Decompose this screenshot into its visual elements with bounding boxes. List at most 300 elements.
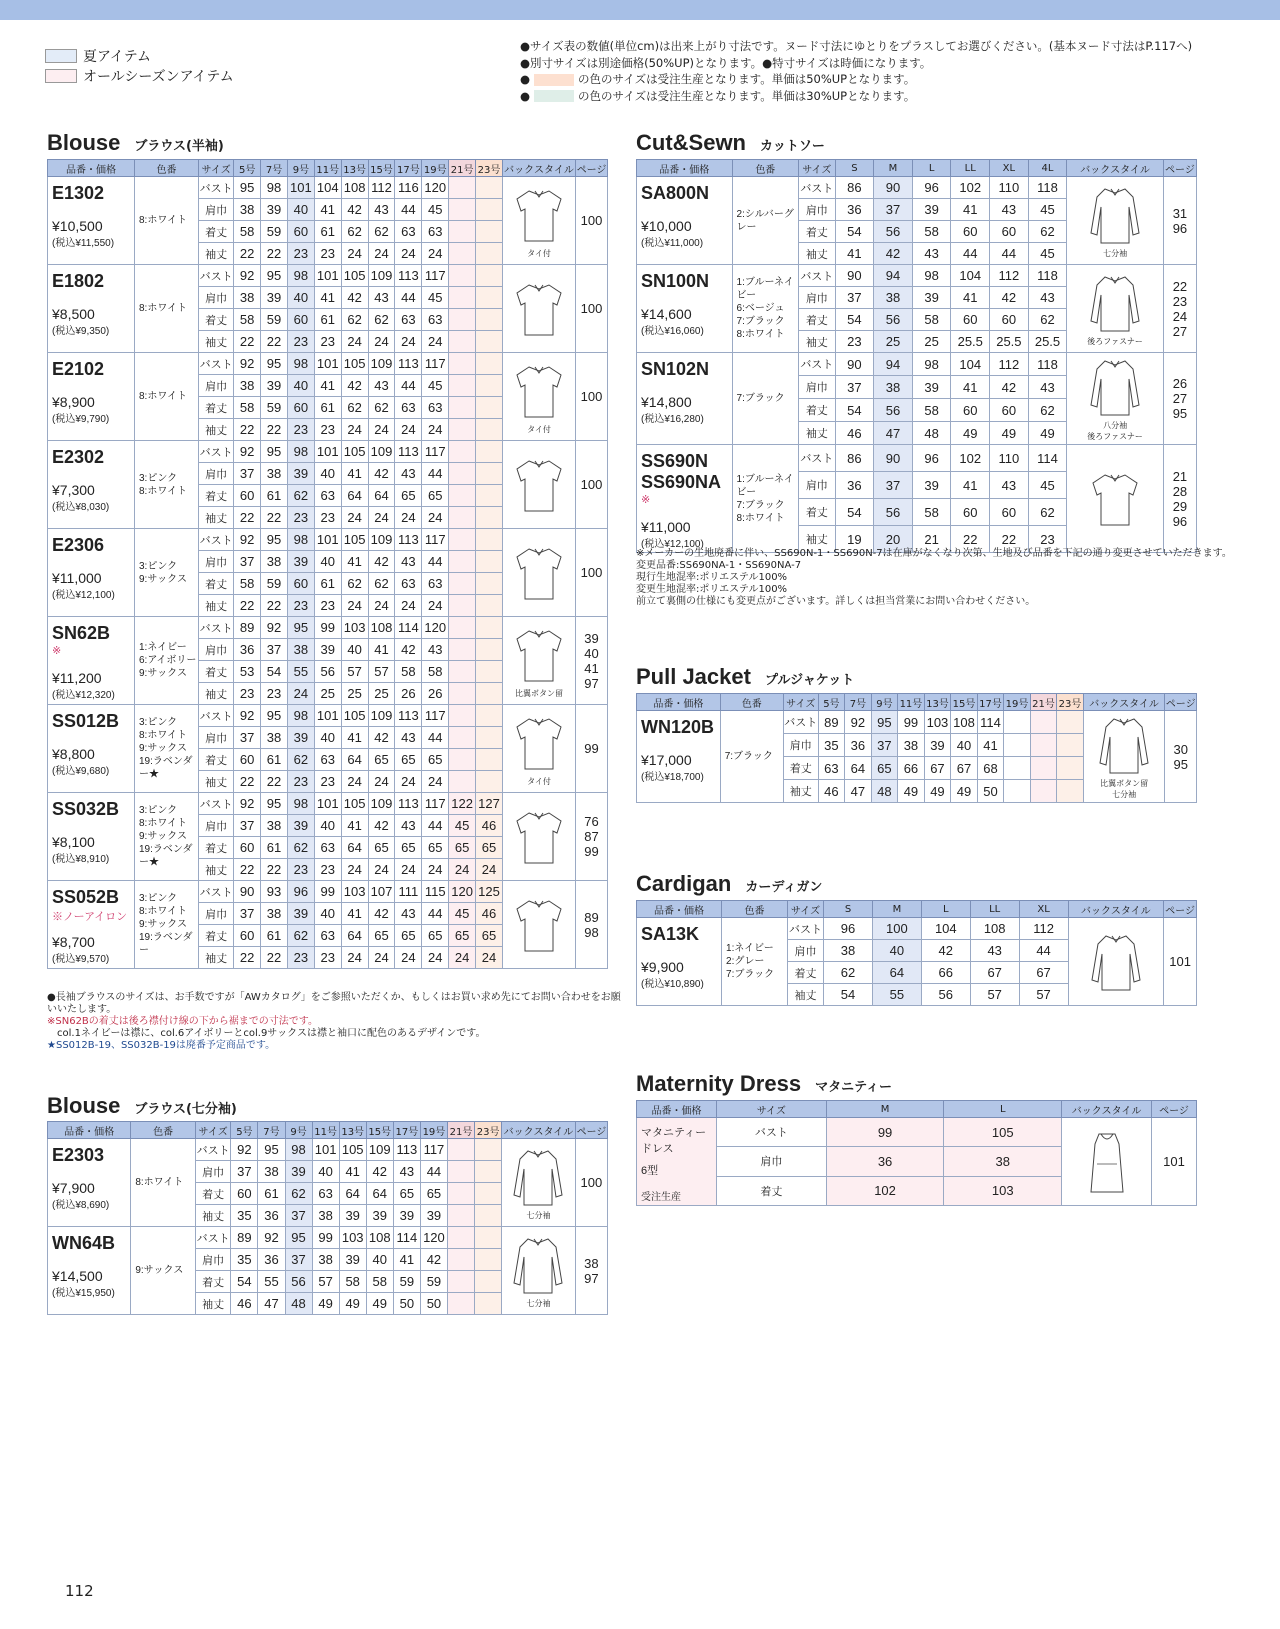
- row-label: バスト: [787, 918, 823, 940]
- size-value: 110: [990, 177, 1029, 199]
- size-value: 22: [951, 526, 990, 553]
- row-label: 着丈: [199, 661, 234, 683]
- item-code-cell: WN120B ¥17,000 (税込¥18,700): [637, 711, 721, 803]
- size-value: 22: [261, 771, 288, 793]
- table-row: [48, 793, 608, 815]
- header-page: ページ: [1165, 694, 1197, 711]
- size-value: 45: [1028, 243, 1067, 265]
- row-label: 袖丈: [799, 331, 835, 353]
- size-value: 94: [874, 265, 913, 287]
- size-value: 25.5: [1028, 331, 1067, 353]
- item-code-cell: SS052B ※ノーアイロン ¥8,700 (税込¥9,570): [48, 881, 135, 969]
- header-size-col: 11号: [312, 1122, 339, 1139]
- size-value: 41: [314, 375, 341, 397]
- size-value: [475, 1227, 502, 1249]
- header-code: 品番・価格: [637, 694, 721, 711]
- size-value: 117: [420, 1139, 447, 1161]
- row-label: バスト: [199, 529, 234, 551]
- size-value: [476, 375, 503, 397]
- size-value: 101: [314, 353, 341, 375]
- size-value: [476, 683, 503, 705]
- page-ref: 100: [575, 1139, 607, 1227]
- size-value: 24: [341, 595, 368, 617]
- size-value: 92: [234, 353, 261, 375]
- size-value: 95: [261, 529, 288, 551]
- size-value: 96: [912, 445, 951, 472]
- size-value: 54: [835, 399, 874, 422]
- size-value: 43: [990, 472, 1029, 499]
- size-value: [449, 331, 476, 353]
- size-value: 99: [826, 1118, 944, 1147]
- size-value: 24: [395, 243, 422, 265]
- size-value: 49: [898, 780, 925, 803]
- row-label: 肩巾: [799, 287, 835, 309]
- size-value: 120: [422, 617, 449, 639]
- size-value: 89: [234, 617, 261, 639]
- size-value: 42: [366, 1161, 393, 1183]
- size-value: [476, 331, 503, 353]
- size-value: 95: [258, 1139, 285, 1161]
- size-value: 24: [395, 947, 422, 969]
- size-value: 22: [261, 331, 288, 353]
- size-value: 105: [339, 1139, 366, 1161]
- size-value: 41: [835, 243, 874, 265]
- size-value: 41: [393, 1249, 420, 1271]
- size-value: 92: [234, 265, 261, 287]
- size-value: 114: [977, 711, 1004, 734]
- row-label: バスト: [199, 617, 234, 639]
- size-value: [476, 529, 503, 551]
- header-size-col: 13号: [341, 160, 368, 177]
- size-value: [476, 243, 503, 265]
- row-label: 着丈: [199, 749, 234, 771]
- size-value: 22: [234, 243, 261, 265]
- header-size-col: 15号: [366, 1122, 393, 1139]
- row-label: 肩巾: [799, 199, 835, 221]
- size-value: 62: [368, 397, 395, 419]
- size-value: 64: [339, 1183, 366, 1205]
- size-value: 63: [818, 757, 845, 780]
- size-value: 120: [420, 1227, 447, 1249]
- row-label: バスト: [199, 793, 234, 815]
- size-value: 90: [835, 353, 874, 376]
- header-size-col: M: [872, 901, 921, 918]
- header-back: バックスタイル: [1083, 694, 1165, 711]
- size-value: 60: [990, 399, 1029, 422]
- size-value: 61: [261, 749, 288, 771]
- size-value: 61: [314, 309, 341, 331]
- row-label: バスト: [799, 353, 835, 376]
- size-value: 92: [261, 617, 288, 639]
- size-value: 98: [287, 441, 314, 463]
- size-value: 39: [261, 287, 288, 309]
- size-value: 63: [395, 573, 422, 595]
- size-value: 109: [368, 353, 395, 375]
- item-colors: 9:サックス: [131, 1227, 196, 1315]
- size-value: 98: [912, 265, 951, 287]
- size-value: 65: [368, 837, 395, 859]
- blouse-footnotes: ●長袖ブラウスのサイズは、お手数ですが「AWカタログ」をご参照いただくか、もしくはお買い求め先にてお問い合わせをお願いいたします。 ※SN62Bの着丈は後ろ襟付け線の下から裾までの寸法です。 col.1ネイビーは襟に、col.6アイボリーとcol.9サックスは襟と袖口に配色のあるデザインです。 ★SS012B-19、SS032B-19は廃番予定商品です。: [47, 992, 621, 1051]
- top-color-bar: [0, 0, 1280, 20]
- item-code-cell: E2302 ¥7,300 (税込¥8,030): [48, 441, 135, 529]
- size-value: 38: [261, 727, 288, 749]
- size-value: 25: [912, 331, 951, 353]
- size-value: 38: [261, 903, 288, 925]
- size-value: 43: [395, 463, 422, 485]
- row-label: 袖丈: [199, 419, 234, 441]
- section-title-blouse-34: Blouse ブラウス(七分袖): [47, 1093, 237, 1118]
- size-value: [476, 573, 503, 595]
- size-value: 44: [951, 243, 990, 265]
- size-value: 41: [951, 472, 990, 499]
- order50-swatch: [534, 74, 574, 86]
- size-value: [475, 1161, 502, 1183]
- size-value: 65: [449, 837, 476, 859]
- size-value: 47: [258, 1293, 285, 1315]
- section-title-cardigan: Cardigan カーディガン: [636, 871, 823, 896]
- size-value: 56: [874, 499, 913, 526]
- page-ref: 39 40 41 97: [576, 617, 608, 705]
- size-value: 42: [341, 375, 368, 397]
- size-value: [476, 705, 503, 727]
- row-label: バスト: [195, 1139, 230, 1161]
- size-value: [476, 287, 503, 309]
- size-value: 104: [951, 265, 990, 287]
- back-style-image: [502, 881, 575, 969]
- size-value: 22: [234, 507, 261, 529]
- size-value: 96: [912, 177, 951, 199]
- size-value: 37: [234, 463, 261, 485]
- size-value: 22: [234, 331, 261, 353]
- size-value: 40: [951, 734, 978, 757]
- size-value: 59: [261, 309, 288, 331]
- size-value: 42: [874, 243, 913, 265]
- size-value: 37: [261, 639, 288, 661]
- size-value: 102: [951, 177, 990, 199]
- size-value: 42: [341, 287, 368, 309]
- size-value: 40: [287, 287, 314, 309]
- page-ref: 100: [576, 353, 608, 441]
- size-value: 43: [990, 199, 1029, 221]
- size-value: 98: [287, 529, 314, 551]
- back-style-image: [502, 441, 575, 529]
- header-size: サイズ: [195, 1122, 230, 1139]
- size-value: 60: [951, 399, 990, 422]
- size-value: 39: [420, 1205, 447, 1227]
- header-size-col: 11号: [898, 694, 925, 711]
- size-value: 44: [422, 727, 449, 749]
- size-value: 47: [845, 780, 872, 803]
- page-ref: 38 97: [575, 1227, 607, 1315]
- header-size-col: 19号: [1004, 694, 1031, 711]
- size-value: 62: [287, 485, 314, 507]
- row-label: 肩巾: [195, 1161, 230, 1183]
- size-value: 41: [314, 287, 341, 309]
- order30-swatch: [534, 90, 574, 102]
- size-value: 24: [422, 507, 449, 529]
- size-value: 60: [287, 573, 314, 595]
- size-value: 60: [990, 309, 1029, 331]
- size-value: 37: [234, 551, 261, 573]
- size-value: 63: [395, 397, 422, 419]
- row-label: 袖丈: [199, 859, 234, 881]
- row-label: 着丈: [199, 221, 234, 243]
- page-ref: 100: [576, 529, 608, 617]
- back-style-image: 比翼ボタン留 七分袖: [1083, 711, 1165, 803]
- size-value: 57: [368, 661, 395, 683]
- note-line: の色のサイズは受注生産となります。単価は30%UPとなります。: [578, 88, 916, 103]
- size-value: 101: [314, 265, 341, 287]
- size-value: 38: [258, 1161, 285, 1183]
- size-value: 56: [314, 661, 341, 683]
- row-label: 袖丈: [199, 331, 234, 353]
- size-value: [449, 705, 476, 727]
- size-value: 43: [393, 1161, 420, 1183]
- size-value: 117: [422, 265, 449, 287]
- size-value: 101: [287, 177, 314, 199]
- size-value: 39: [287, 815, 314, 837]
- size-value: 23: [1028, 526, 1067, 553]
- size-value: 57: [312, 1271, 339, 1293]
- size-value: 95: [285, 1227, 312, 1249]
- row-label: 肩巾: [799, 376, 835, 399]
- size-value: [476, 771, 503, 793]
- item-code-cell: WN64B ¥14,500 (税込¥15,950): [48, 1227, 131, 1315]
- blouse-short-table: [47, 159, 608, 969]
- item-colors: 8:ホワイト: [131, 1139, 196, 1227]
- size-value: 98: [287, 705, 314, 727]
- size-value: 39: [261, 375, 288, 397]
- row-label: 袖丈: [199, 243, 234, 265]
- size-value: 45: [422, 287, 449, 309]
- header-size-col: L: [912, 160, 951, 177]
- size-value: [476, 617, 503, 639]
- row-label: 着丈: [199, 573, 234, 595]
- page-ref: 101: [1152, 1118, 1197, 1206]
- back-style-image: 後ろファスナー: [1067, 265, 1164, 353]
- row-label: 袖丈: [799, 243, 835, 265]
- back-style-image: 八分袖 後ろファスナー: [1067, 353, 1164, 445]
- size-value: 122: [449, 793, 476, 815]
- size-value: 62: [287, 749, 314, 771]
- size-value: [449, 639, 476, 661]
- size-value: 95: [261, 441, 288, 463]
- size-value: 60: [287, 309, 314, 331]
- size-value: 94: [874, 353, 913, 376]
- size-value: 111: [395, 881, 422, 903]
- size-value: 38: [234, 287, 261, 309]
- size-value: [449, 771, 476, 793]
- size-value: 60: [951, 221, 990, 243]
- size-value: 92: [234, 793, 261, 815]
- size-value: 40: [287, 199, 314, 221]
- row-label: 袖丈: [199, 947, 234, 969]
- header-back: バックスタイル: [1067, 160, 1164, 177]
- size-value: 38: [824, 940, 873, 962]
- size-value: 62: [1028, 221, 1067, 243]
- size-value: 36: [835, 472, 874, 499]
- size-value: 24: [287, 683, 314, 705]
- size-value: 95: [261, 265, 288, 287]
- size-value: 57: [1019, 984, 1068, 1006]
- item-code-cell: SA13K ¥9,900 (税込¥10,890): [637, 918, 722, 1006]
- size-value: 39: [287, 463, 314, 485]
- header-page: ページ: [576, 160, 608, 177]
- size-value: 46: [476, 815, 503, 837]
- size-value: 42: [395, 639, 422, 661]
- size-value: 41: [341, 815, 368, 837]
- size-value: 108: [951, 711, 978, 734]
- header-color: 色番: [722, 901, 788, 918]
- header-size-col: 21号: [1030, 694, 1057, 711]
- size-value: 63: [312, 1183, 339, 1205]
- size-value: 47: [874, 422, 913, 445]
- size-value: 110: [990, 445, 1029, 472]
- size-value: [476, 419, 503, 441]
- size-value: 113: [395, 705, 422, 727]
- size-value: 127: [476, 793, 503, 815]
- size-value: 48: [285, 1293, 312, 1315]
- size-value: 118: [1028, 177, 1067, 199]
- size-value: 46: [231, 1293, 258, 1315]
- size-value: 38: [234, 375, 261, 397]
- item-colors: 1:ネイビー 6:アイボリー 9:サックス: [134, 617, 198, 705]
- header-cell: L: [944, 1101, 1062, 1118]
- size-value: 25: [874, 331, 913, 353]
- size-value: 101: [314, 529, 341, 551]
- size-value: 117: [422, 529, 449, 551]
- header-cell: バックスタイル: [1062, 1101, 1152, 1118]
- size-value: 89: [231, 1227, 258, 1249]
- size-value: 49: [990, 422, 1029, 445]
- size-value: [476, 639, 503, 661]
- size-value: 24: [449, 947, 476, 969]
- size-value: 99: [314, 881, 341, 903]
- size-value: 24: [422, 419, 449, 441]
- header-cell: ページ: [1152, 1101, 1197, 1118]
- header-page: ページ: [575, 1122, 607, 1139]
- row-label: 着丈: [199, 925, 234, 947]
- size-value: 103: [341, 881, 368, 903]
- size-value: 117: [422, 793, 449, 815]
- size-value: 36: [258, 1249, 285, 1271]
- item-colors: 3:ピンク 8:ホワイト: [134, 441, 198, 529]
- size-value: [476, 463, 503, 485]
- row-label: バスト: [199, 177, 234, 199]
- size-value: 118: [1028, 265, 1067, 287]
- size-value: 95: [871, 711, 898, 734]
- note-line: ●サイズ表の数値(単位cm)は出来上がり寸法です。ヌード寸法にゆとりをプラスしてお選びください。(基本ヌード寸法はP.117へ): [520, 39, 1193, 53]
- size-value: 46: [835, 422, 874, 445]
- size-value: 112: [990, 353, 1029, 376]
- size-value: 26: [395, 683, 422, 705]
- size-value: 96: [287, 881, 314, 903]
- size-value: 49: [312, 1293, 339, 1315]
- header-size-col: 11号: [314, 160, 341, 177]
- size-value: [449, 375, 476, 397]
- size-value: 25.5: [990, 331, 1029, 353]
- size-value: 24: [368, 507, 395, 529]
- back-style-image: [502, 793, 575, 881]
- blouse-34-table: [47, 1121, 608, 1315]
- size-value: 40: [314, 463, 341, 485]
- size-value: 101: [314, 441, 341, 463]
- size-value: 58: [422, 661, 449, 683]
- size-value: 23: [261, 683, 288, 705]
- size-value: 44: [395, 199, 422, 221]
- size-value: 108: [341, 177, 368, 199]
- back-style-image: [1067, 445, 1164, 553]
- size-value: 41: [368, 639, 395, 661]
- header-size-col: 15号: [368, 160, 395, 177]
- size-value: 24: [476, 859, 503, 881]
- size-value: [449, 485, 476, 507]
- row-label: 袖丈: [787, 984, 823, 1006]
- size-value: 22: [234, 419, 261, 441]
- size-value: 56: [874, 309, 913, 331]
- size-value: 39: [393, 1205, 420, 1227]
- header-size-col: XL: [1019, 901, 1068, 918]
- size-value: [1004, 734, 1031, 757]
- size-value: 60: [951, 499, 990, 526]
- row-label: 袖丈: [199, 507, 234, 529]
- size-value: 43: [368, 199, 395, 221]
- size-value: 109: [368, 529, 395, 551]
- size-value: 65: [395, 837, 422, 859]
- size-value: 24: [395, 595, 422, 617]
- size-value: 92: [258, 1227, 285, 1249]
- size-value: 43: [395, 727, 422, 749]
- size-value: 67: [951, 757, 978, 780]
- header-size-col: 21号: [447, 1122, 474, 1139]
- size-value: 43: [395, 815, 422, 837]
- size-value: 43: [1028, 287, 1067, 309]
- header-size-col: 5号: [818, 694, 845, 711]
- size-value: 105: [944, 1118, 1062, 1147]
- size-value: 92: [234, 529, 261, 551]
- size-value: 113: [395, 529, 422, 551]
- item-colors: 7:ブラック: [720, 711, 783, 803]
- size-value: 23: [314, 859, 341, 881]
- size-value: [449, 441, 476, 463]
- row-label: 肩巾: [199, 375, 234, 397]
- table-row: [48, 353, 608, 375]
- size-value: [476, 265, 503, 287]
- size-value: 61: [314, 573, 341, 595]
- size-value: 43: [422, 639, 449, 661]
- size-value: 63: [422, 397, 449, 419]
- size-value: 23: [287, 859, 314, 881]
- size-value: [449, 265, 476, 287]
- size-value: 49: [951, 422, 990, 445]
- size-value: 65: [395, 485, 422, 507]
- size-value: 24: [341, 419, 368, 441]
- size-value: 43: [912, 243, 951, 265]
- size-value: 23: [314, 331, 341, 353]
- size-value: 90: [874, 445, 913, 472]
- size-value: 42: [368, 463, 395, 485]
- size-value: 39: [287, 903, 314, 925]
- size-value: 95: [261, 793, 288, 815]
- size-value: 66: [921, 962, 970, 984]
- row-label: 肩巾: [787, 940, 823, 962]
- table-row: [48, 177, 608, 199]
- size-value: 61: [314, 397, 341, 419]
- size-value: 90: [234, 881, 261, 903]
- size-value: [475, 1249, 502, 1271]
- size-value: 58: [912, 499, 951, 526]
- size-value: 23: [314, 419, 341, 441]
